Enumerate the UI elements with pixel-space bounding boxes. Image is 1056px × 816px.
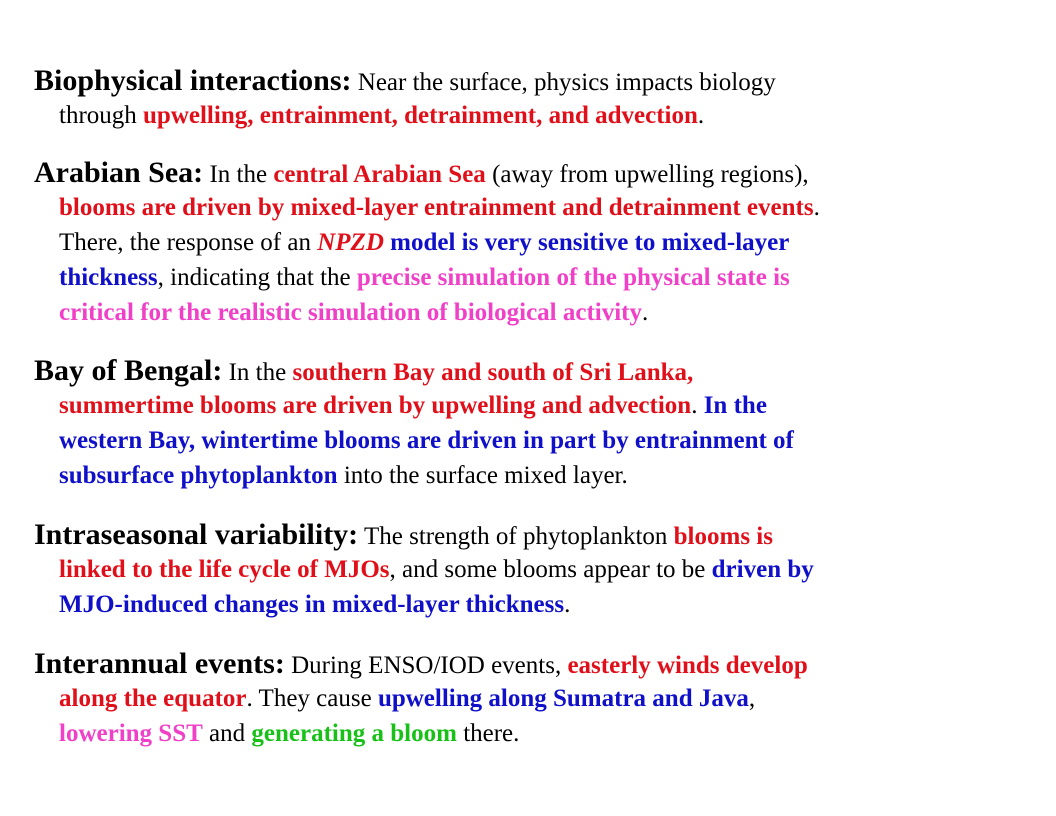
text-run: In the	[222, 359, 293, 386]
text-line	[34, 190, 1034, 225]
text-line	[34, 517, 1034, 552]
highlight-magenta: precise simulation of the physical state is	[356, 264, 790, 291]
text-line	[34, 295, 1034, 330]
text-line	[34, 552, 1034, 587]
highlight-blue: subsurface phytoplankton	[59, 462, 338, 489]
text-run: ,	[748, 685, 756, 712]
text-line	[34, 225, 1034, 260]
highlight-blue: upwelling along Sumatra and Java	[377, 685, 749, 712]
highlight-blue: thickness	[59, 264, 158, 291]
paragraph-intraseasonal-variability	[34, 517, 1034, 622]
text-run: There, the response of an	[59, 229, 318, 256]
text-line	[34, 716, 1034, 751]
highlight-blue: model is very sensitive to mixed-layer	[383, 229, 790, 256]
highlight-red: southern Bay and south of Sri Lanka,	[292, 359, 694, 386]
highlight-magenta: lowering SST	[59, 720, 203, 747]
text-line	[34, 63, 1034, 98]
paragraph-interannual-events	[34, 646, 1034, 751]
text-run: .	[813, 194, 820, 221]
highlight-red: blooms are driven by mixed-layer entrainment and detrainment events	[59, 194, 814, 221]
highlight-blue: MJO-induced changes in mixed-layer thickness	[59, 591, 565, 618]
text-run: there.	[456, 720, 520, 747]
text-line	[34, 681, 1034, 716]
text-run: and	[202, 720, 252, 747]
highlight-red: central Arabian Sea	[273, 161, 486, 188]
text-run: through	[59, 102, 144, 129]
highlight-blue: In the	[703, 392, 767, 419]
text-line	[34, 98, 1034, 133]
text-run: Near the surface, physics impacts biology	[351, 69, 776, 96]
highlight-red: summertime blooms are driven by upwelling and advection	[59, 392, 692, 419]
text-run: The strength of phytoplankton	[358, 523, 674, 550]
highlight-red: easterly winds develop	[567, 652, 808, 679]
text-line	[34, 458, 1034, 493]
section-heading: Biophysical interactions:	[34, 64, 352, 97]
text-line	[34, 388, 1034, 423]
text-run: During ENSO/IOD events,	[284, 652, 568, 679]
highlight-blue: western Bay, wintertime blooms are driven in part by entrainment of	[59, 427, 794, 454]
text-run: In the	[203, 161, 274, 188]
section-heading: Intraseasonal variability:	[34, 518, 359, 551]
text-run: .	[642, 299, 649, 326]
text-run: .	[697, 102, 705, 129]
highlight-blue: driven by	[711, 556, 814, 583]
highlight-red: along the equator	[59, 685, 247, 712]
highlight-red-italic: NPZD	[317, 229, 384, 256]
text-line	[34, 353, 1034, 388]
paragraph-biophysical-interactions	[34, 63, 1034, 133]
highlight-red: blooms is	[673, 523, 773, 550]
section-heading: Bay of Bengal:	[34, 354, 223, 387]
section-heading: Arabian Sea:	[34, 156, 204, 189]
highlight-red: linked to the life cycle of MJOs	[59, 556, 390, 583]
text-run: , and some blooms appear to be	[389, 556, 712, 583]
highlight-red: upwelling, entrainment, detrainment, and advection	[143, 102, 698, 129]
text-line	[34, 646, 1034, 681]
text-run: into the surface mixed layer.	[337, 462, 628, 489]
text-line	[34, 260, 1034, 295]
text-line	[34, 423, 1034, 458]
highlight-magenta: critical for the realistic simulation of biological activity	[59, 299, 642, 326]
text-run: (away from upwelling regions),	[485, 161, 809, 188]
paragraph-bay-of-bengal	[34, 353, 1034, 493]
text-line	[34, 155, 1034, 190]
text-line	[34, 587, 1034, 622]
text-run: .	[691, 392, 704, 419]
text-run: . They cause	[246, 685, 378, 712]
text-run: , indicating that the	[157, 264, 357, 291]
paragraph-arabian-sea	[34, 155, 1034, 330]
highlight-green: generating a bloom	[251, 720, 457, 747]
text-run: .	[564, 591, 571, 618]
section-heading: Interannual events:	[34, 647, 285, 680]
